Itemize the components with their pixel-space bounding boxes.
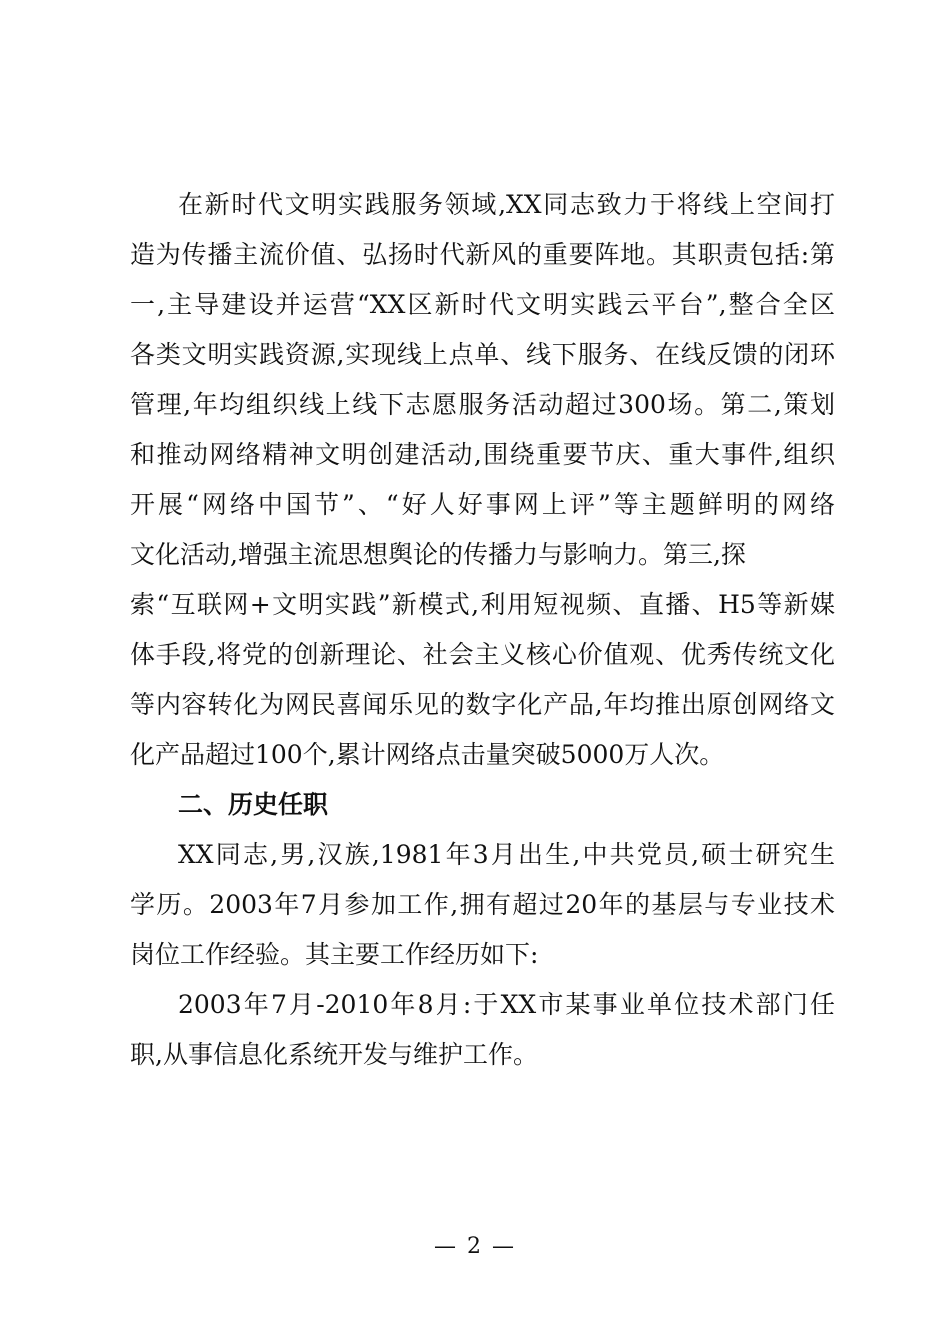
body-text-line: 和推动网络精神文明创建活动,围绕重要节庆、重大事件,组织	[130, 440, 835, 469]
body-text-line: 在新时代文明实践服务领域,XX同志致力于将线上空间打	[178, 190, 835, 219]
section-heading: 二、历史任职	[178, 790, 329, 819]
body-text-line: 岗位工作经验。其主要工作经历如下:	[130, 940, 539, 969]
body-text-line: 索“互联网+文明实践”新模式,利用短视频、直播、H5等新媒	[130, 590, 835, 619]
body-text-line: 一,主导建设并运营“XX区新时代文明实践云平台”,整合全区	[130, 290, 835, 319]
body-text-line: XX同志,男,汉族,1981年3月出生,中共党员,硕士研究生	[178, 840, 835, 869]
body-text-line: 各类文明实践资源,实现线上点单、线下服务、在线反馈的闭环	[130, 340, 835, 369]
body-text-line: 2003年7月-2010年8月:于XX市某事业单位技术部门任	[178, 990, 835, 1019]
page-number: — 2 —	[434, 1234, 516, 1259]
body-text-line: 化产品超过100个,累计网络点击量突破5000万人次。	[130, 740, 725, 769]
body-text-line: 开展“网络中国节”、“好人好事网上评”等主题鲜明的网络	[130, 490, 835, 519]
body-text-line: 职,从事信息化系统开发与维护工作。	[130, 1040, 538, 1069]
body-text-line: 学历。2003年7月参加工作,拥有超过20年的基层与专业技术	[130, 890, 835, 919]
body-text-line: 体手段,将党的创新理论、社会主义核心价值观、优秀传统文化	[130, 640, 835, 669]
body-text-line: 造为传播主流价值、弘扬时代新风的重要阵地。其职责包括:第	[130, 240, 835, 269]
body-text-line: 管理,年均组织线上线下志愿服务活动超过300场。第二,策划	[130, 390, 835, 419]
body-text-line: 文化活动,增强主流思想舆论的传播力与影响力。第三,探	[130, 540, 746, 569]
body-text-line: 等内容转化为网民喜闻乐见的数字化产品,年均推出原创网络文	[130, 690, 835, 719]
